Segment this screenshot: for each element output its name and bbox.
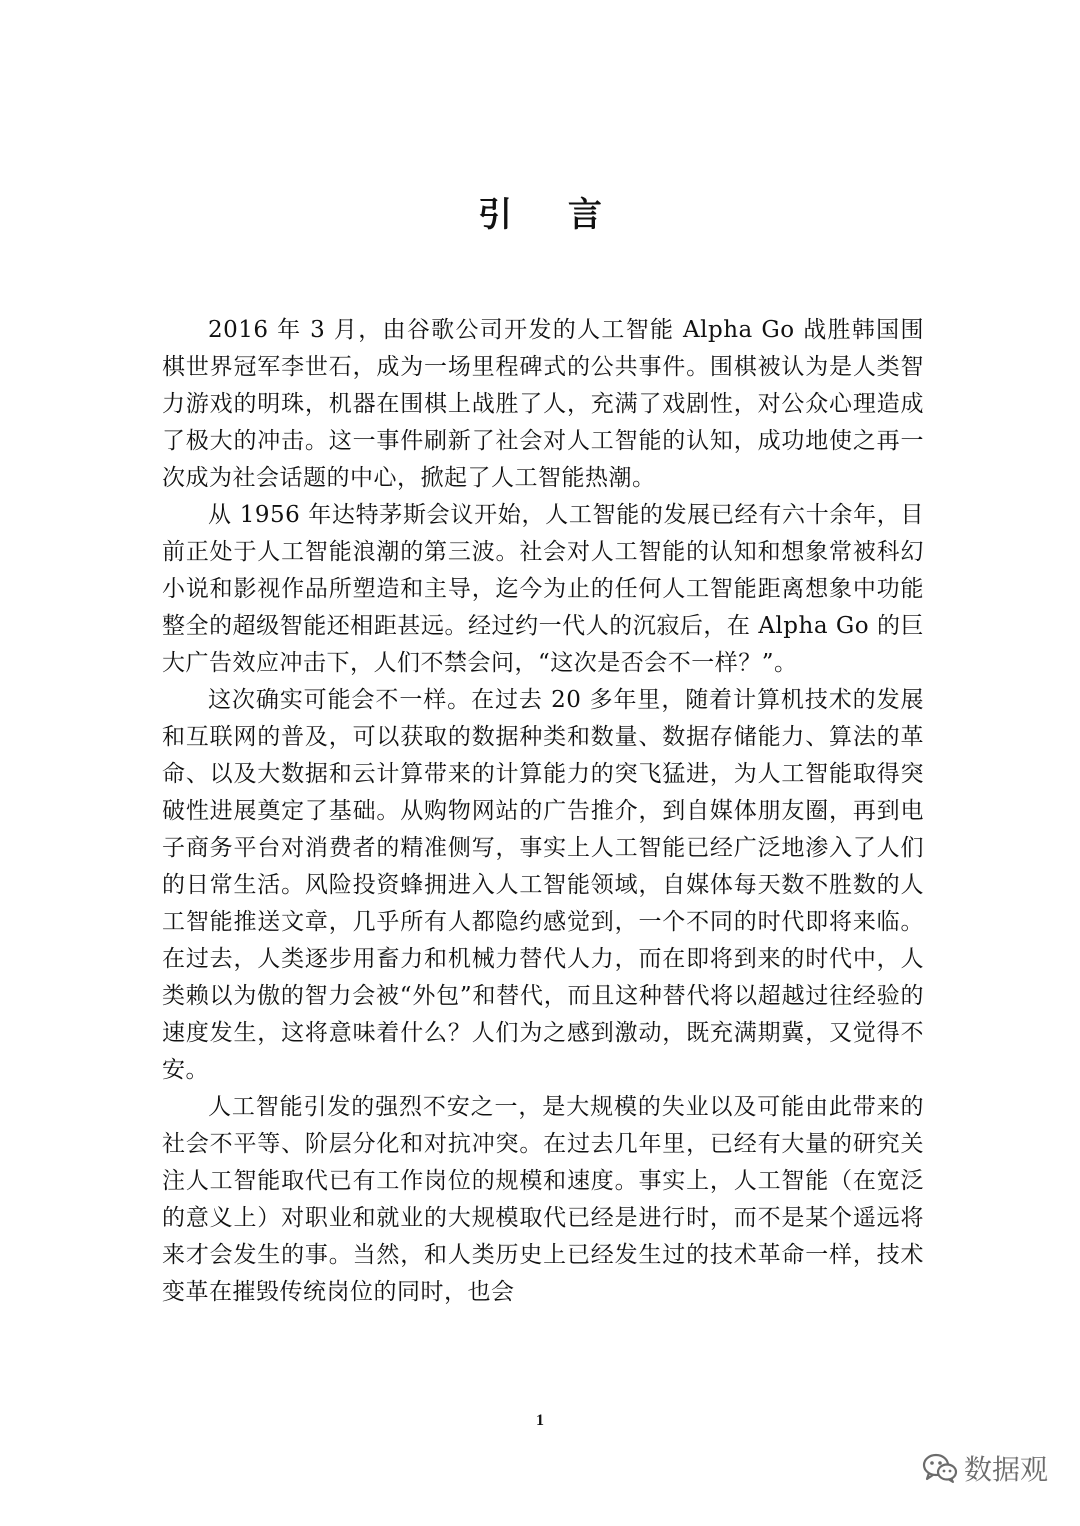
body-text: [162, 312, 924, 1311]
paragraph-1: 2016 年 3 月，由谷歌公司开发的人工智能 Alpha Go 战胜韩国围棋世界冠军李世石，成为一场里程碑式的公共事件。围棋被认为是人类智力游戏的明珠，机器在围棋上战胜了人，充满了戏剧性，对公众心理造成了极大的冲击。这一事件刷新了社会对人工智能的认知，成功地使之再一次成为社会话题的中心，掀起了人工智能热潮。: [162, 317, 924, 491]
paragraph-3: 这次确实可能会不一样。在过去 20 多年里，随着计算机技术的发展和互联网的普及，可以获取的数据种类和数量、数据存储能力、算法的革命、以及大数据和云计算带来的计算能力的突飞猛进，为人工智能取得突破性进展奠定了基础。从购物网站的广告推介，到自媒体朋友圈，再到电子商务平台对消费者的精准侧写，事实上人工智能已经广泛地渗入了人们的日常生活。风险投资蜂拥进入人工智能领域，自媒体每天数不胜数的人工智能推送文章，几乎所有人都隐约感觉到，一个不同的时代即将来临。在过去，人类逐步用畜力和机械力替代人力，而在即将到来的时代中，人类赖以为傲的智力会被“外包”和替代，而且这种替代将以超越过往经验的速度发生，这将意味着什么？人们为之感到激动，既充满期冀，又觉得不安。: [162, 687, 924, 1083]
watermark-label: 数据观: [963, 1453, 1048, 1486]
paragraph-4: 人工智能引发的强烈不安之一，是大规模的失业以及可能由此带来的社会不平等、阶层分化和对抗冲突。在过去几年里，已经有大量的研究关注人工智能取代已有工作岗位的规模和速度。事实上，人工智能（在宽泛的意义上）对职业和就业的大规模取代已经是进行时，而不是某个遥远将来才会发生的事。当然，和人类历史上已经发生过的技术革命一样，技术变革在摧毁传统岗位的同时，也会: [162, 1094, 924, 1305]
paragraph-2: 从 1956 年达特茅斯会议开始，人工智能的发展已经有六十余年，目前正处于人工智能浪潮的第三波。社会对人工智能的认知和想象常被科幻小说和影视作品所塑造和主导，迄今为止的任何人工智能距离想象中功能整全的超级智能还相距甚远。经过约一代人的沉寂后，在 Alpha Go 的巨大广告效应冲击下，人们不禁会问，“这次是否会不一样？”。: [162, 502, 924, 676]
page-title: 引 言: [478, 195, 624, 235]
watermark: [922, 1448, 1048, 1488]
wechat-icon: [922, 1452, 958, 1484]
page-number: 1: [536, 1412, 544, 1429]
